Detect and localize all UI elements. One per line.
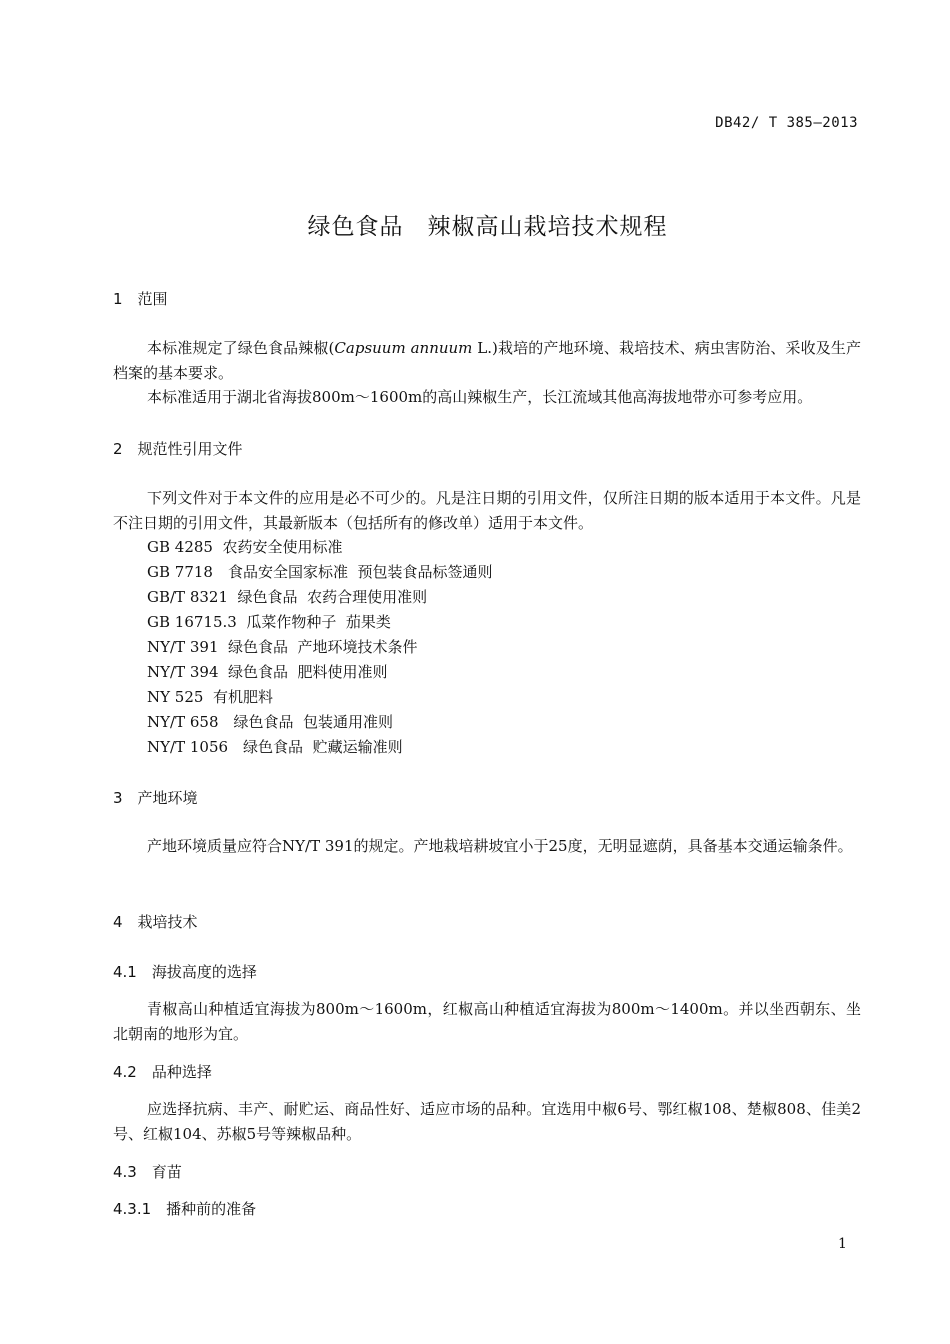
reference-item: GB 4285 农药安全使用标准 (147, 538, 343, 556)
reference-item: GB/T 8321 绿色食品 农药合理使用准则 (147, 588, 428, 606)
reference-item: NY/T 658 绿色食品 包装通用准则 (147, 713, 394, 731)
section-4-2-paragraph-1: 应选择抗病、丰产、耐贮运、商品性好、适应市场的品种。宜选用中椒6号、鄂红椒108、楚椒808、佳美2号、红椒104、苏椒5号等辣椒品种。 (113, 1100, 861, 1143)
section-4-3-1-heading: 4.3.1 播种前的准备 (113, 1200, 257, 1218)
section-1-p1-text-b: L.)栽培的产地环境、栽培技术、病虫害防治、采收及生产档案的基本要求。 (113, 339, 862, 382)
section-2-heading: 2 规范性引用文件 (113, 440, 243, 458)
section-4-1-paragraph-1: 青椒高山种植适宜海拔为800m～1600m，红椒高山种植适宜海拔为800m～1400m。并以坐西朝东、坐北朝南的地形为宜。 (113, 1000, 861, 1043)
section-1-p1-text-a: 本标准规定了绿色食品辣椒( (147, 339, 335, 357)
section-4-2-heading: 4.2 品种选择 (113, 1063, 212, 1081)
reference-item: NY/T 391 绿色食品 产地环境技术条件 (147, 638, 418, 656)
reference-item: GB 16715.3 瓜菜作物种子 茄果类 (147, 613, 391, 631)
section-3-heading: 3 产地环境 (113, 789, 198, 807)
reference-item: NY/T 394 绿色食品 肥料使用准则 (147, 663, 388, 681)
page-number: 1 (838, 1236, 847, 1252)
section-4-heading: 4 栽培技术 (113, 913, 198, 931)
document-title: 绿色食品 辣椒高山栽培技术规程 (307, 214, 668, 240)
reference-item: NY 525 有机肥料 (147, 688, 273, 706)
reference-item: GB 7718 食品安全国家标准 预包装食品标签通则 (147, 563, 493, 581)
section-1-heading: 1 范围 (113, 290, 168, 308)
section-2-paragraph-1: 下列文件对于本文件的应用是必不可少的。凡是注日期的引用文件，仅所注日期的版本适用于本文件。凡是不注日期的引用文件，其最新版本（包括所有的修改单）适用于本文件。 (113, 489, 861, 532)
standard-number: DB42/ T 385—2013 (715, 115, 858, 131)
section-4-1-heading: 4.1 海拔高度的选择 (113, 963, 257, 981)
section-1-paragraph-1 (113, 336, 861, 386)
section-3-paragraph-1: 产地环境质量应符合NY/T 391的规定。产地栽培耕坡宜小于25度，无明显遮荫，具备基本交通运输条件。 (147, 837, 853, 855)
reference-item: NY/T 1056 绿色食品 贮藏运输准则 (147, 738, 403, 756)
section-4-3-heading: 4.3 育苗 (113, 1163, 182, 1181)
section-1-paragraph-2: 本标准适用于湖北省海拔800m～1600m的高山辣椒生产，长江流域其他高海拔地带亦可参考应用。 (147, 388, 813, 406)
section-1-p1-latin-name: Capsuum annuum (334, 339, 473, 357)
